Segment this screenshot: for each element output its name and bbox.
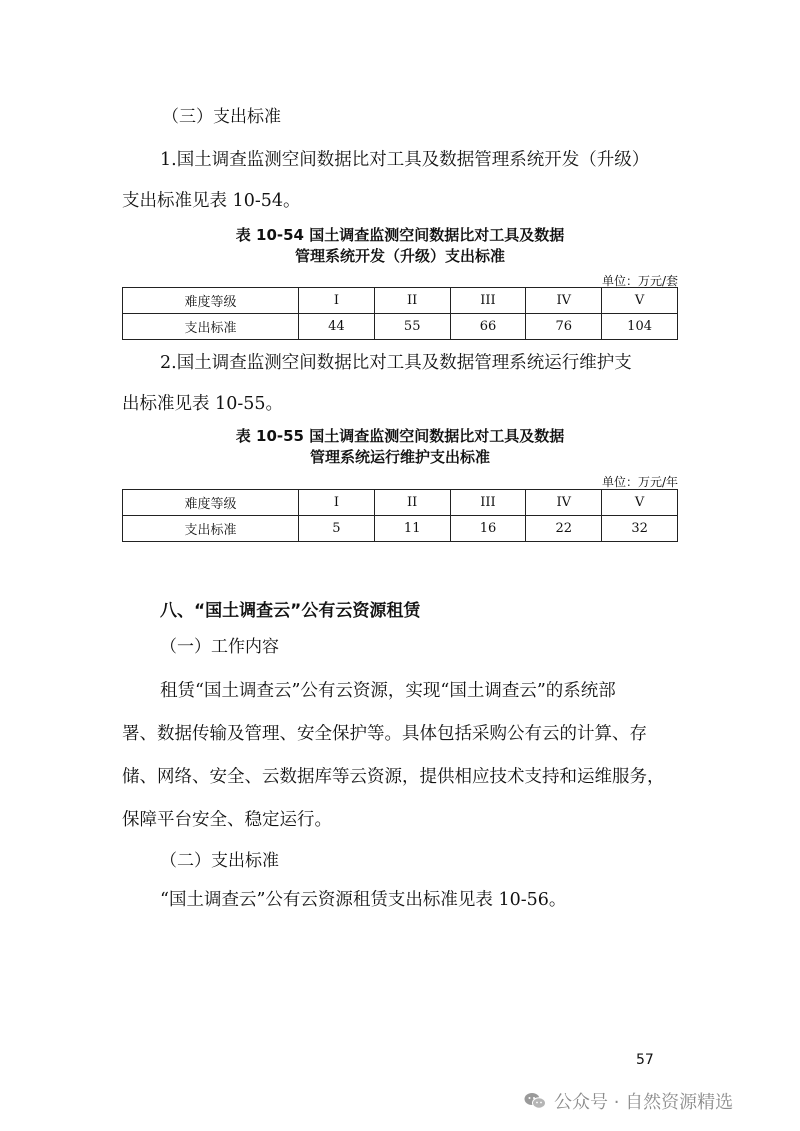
level-cell: V (602, 490, 678, 516)
value-cell: 76 (526, 314, 602, 340)
level-cell: IV (526, 288, 602, 314)
value-cell: 44 (299, 314, 375, 340)
item2-line2: 出标准见表 10-55。 (122, 394, 284, 414)
value-cell: 66 (450, 314, 526, 340)
table55-unit: 单位：万元/年 (601, 475, 678, 489)
table54-caption-line1: 表 10-54 国土调查监测空间数据比对工具及数据 (235, 226, 565, 244)
section-heading-cloud-lease: 八、“国土调查云”公有云资源租赁 (160, 601, 421, 621)
header-label-cell: 难度等级 (123, 288, 299, 314)
item1-line2: 支出标准见表 10-54。 (122, 191, 301, 211)
level-cell: II (374, 490, 450, 516)
table55-caption-line2: 管理系统运行维护支出标准 (309, 448, 490, 466)
table54-unit: 单位：万元/套 (601, 274, 678, 288)
value-cell: 32 (602, 516, 678, 542)
work-content-line2: 署、数据传输及管理、安全保护等。具体包括采购公有云的计算、存 (122, 724, 647, 744)
work-content-line3: 储、网络、安全、云数据库等云资源，提供相应技术支持和运维服务， (122, 767, 665, 787)
subheading-work-content: （一）工作内容 (160, 637, 279, 657)
section-heading-expenditure-standard: （三）支出标准 (162, 107, 281, 127)
wechat-icon (524, 1092, 546, 1110)
table55-caption-line1: 表 10-55 国土调查监测空间数据比对工具及数据 (235, 427, 565, 445)
table-row-header (123, 288, 678, 314)
table-row-values (123, 314, 678, 340)
table-10-54 (122, 287, 678, 340)
page-number: 57 (636, 1052, 654, 1068)
level-cell: III (450, 490, 526, 516)
value-cell: 5 (299, 516, 375, 542)
value-cell: 22 (526, 516, 602, 542)
item1-line1: 1.国土调查监测空间数据比对工具及数据管理系统开发（升级） (160, 150, 650, 170)
item2-line1: 2.国土调查监测空间数据比对工具及数据管理系统运行维护支 (160, 353, 632, 373)
watermark-text: 公众号 · 自然资源精选 (554, 1092, 734, 1113)
watermark (524, 1088, 733, 1114)
final-reference-line: “国土调查云”公有云资源租赁支出标准见表 10-56。 (160, 890, 567, 910)
subheading-expenditure-standard: （二）支出标准 (160, 851, 279, 871)
table-row-header (123, 490, 678, 516)
level-cell: IV (526, 490, 602, 516)
level-cell: V (602, 288, 678, 314)
value-cell: 55 (374, 314, 450, 340)
table-10-55 (122, 489, 678, 542)
row-label-cell: 支出标准 (123, 516, 299, 542)
work-content-line4: 保障平台安全、稳定运行。 (122, 810, 332, 830)
work-content-line1: 租赁“国土调查云”公有云资源，实现“国土调查云”的系统部 (160, 681, 616, 701)
table54-caption-line2: 管理系统开发（升级）支出标准 (294, 247, 505, 265)
table-row-values (123, 516, 678, 542)
level-cell: III (450, 288, 526, 314)
header-label-cell: 难度等级 (123, 490, 299, 516)
value-cell: 11 (374, 516, 450, 542)
row-label-cell: 支出标准 (123, 314, 299, 340)
level-cell: I (299, 490, 375, 516)
value-cell: 16 (450, 516, 526, 542)
level-cell: I (299, 288, 375, 314)
value-cell: 104 (602, 314, 678, 340)
level-cell: II (374, 288, 450, 314)
